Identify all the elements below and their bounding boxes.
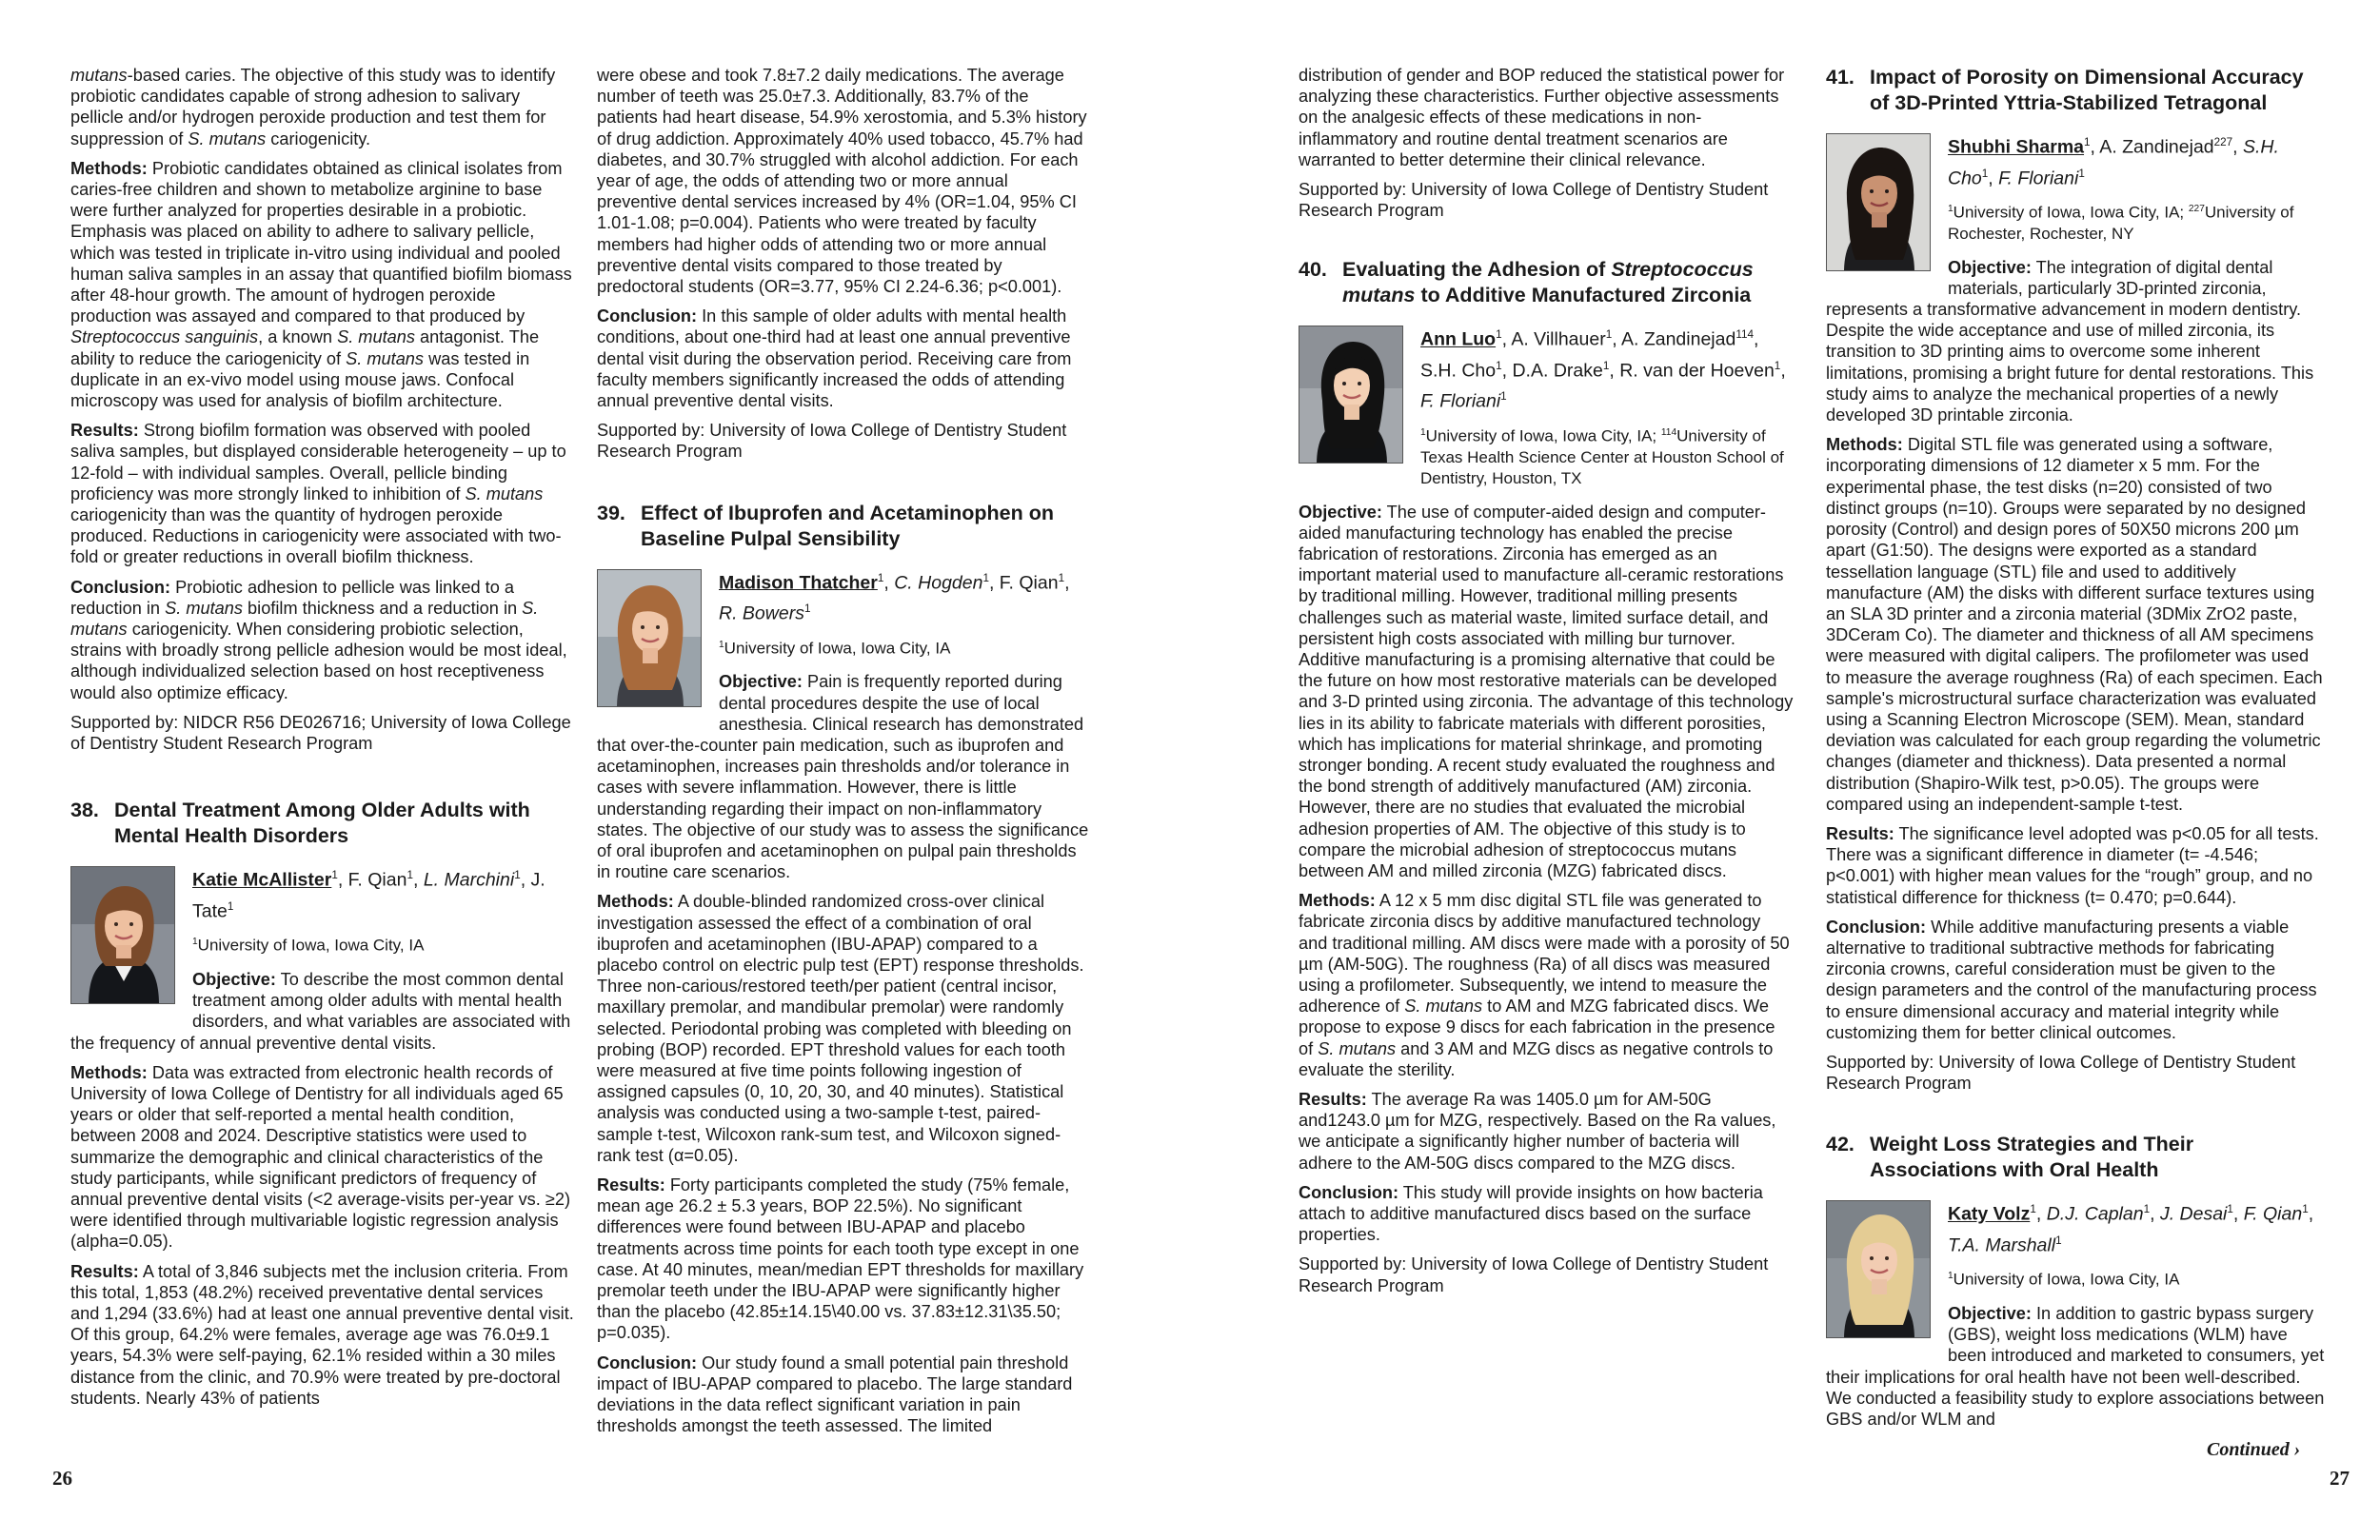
abstract-39-methods: Methods: A double-blinded randomized cross-over clinical investigation assessed the effect of a combination of oral ibuprofen and acetaminophen (IBU-APAP) compared to a placebo control on electric pulp test (EPT) response thresholds. Three non-carious/restored teeth/per patient (central incisor, maxillary premolar, and mandibular premolar) were randomly selected. Periodontal probing was completed with bleeding on probing (BOP) recorded. EPT threshold values for each tooth were measured at five time points following ingestion of assigned capsules (0, 10, 20, 30, and 40 minutes). Statistical analysis was conducted using a two-sample t-test, paired-sample t-test, Wilcoxon rank-sum test, and Wilcoxon signed-rank test (α=0.05). <box>597 892 1084 1165</box>
abstract-42-objective: Objective: In addition to gastric bypass surgery (GBS), weight loss medications (WLM) have been introduced and marketed to consumers, yet their implications for oral health have not been well-described. We conducted a feasibility study to explore associations between GBS and/or WLM and <box>1826 1304 2325 1430</box>
abstract-38-objective: Objective: To describe the most common dental treatment among older adults with mental health disorders, and what variables are associated with the frequency of annual preventive dental visits. <box>70 969 571 1053</box>
abstract-38-methods: Methods: Data was extracted from electronic health records of University of Iowa College of Dentistry for all individuals aged 65 years or older that self-reported a mental health condition, between 2008 and 2024. Descriptive statistics were used to summarize the demographic and clinical characteristics of the study participants, while significant predictors of frequency of annual preventive dental visits (<2 average-visits per-year vs. ≥2) were identified through multivariable logistic regression analysis (alpha=0.05). <box>70 1062 571 1252</box>
abstract-41-conclusion: Conclusion: While additive manufacturing presents a viable alternative to traditional subtractive methods for fabricating zirconia crowns, careful consideration must be given to the design parameters and the control of the manufacturing process to ensure dimensional accuracy and material integrity while customizing them for better clinical outcomes. <box>1826 917 2317 1042</box>
abstract-39-conclusion: Conclusion: Our study found a small potential pain threshold impact of IBU-APAP compared to placebo. The large standard deviations in the data reflect significant variation in pain thresholds amongst the teeth assessed. The limited <box>597 1352 1073 1436</box>
abstract-40-methods: Methods: A 12 x 5 mm disc digital STL file was generated to fabricate zirconia discs by additive manufactured technology and traditional milling. AM discs were made with a porosity of 50 µm (AM-50G). The roughness (Ra) of all discs was measured using a profilometer. Subsequently, we intend to measure the adherence of S. mutans to AM and MZG fabricated discs. We propose to expose 9 discs for each fabrication in the presence of S. mutans and 3 AM and MZG discs as negative controls to evaluate the sterility. <box>1299 891 1790 1079</box>
abstract-41-methods: Methods: Digital STL file was generated using a software, incorporating dimensions of 12 diameter x 5 mm. For the experimental phase, the test disks (n=20) consisted of two distinct groups (n=10). Groups were separated by no designed porosity (Control) and design pores of 50X50 microns 200 µm apart (G1:50). The designs were exported as a standard tessellation language (STL) file and used to additively manufacture (AM) the disks with different surface textures using an SLA 3D printer and a zirconia material (3DMix ZrO2 paste, 3DCeram Co). The diameter and thickness of all AM specimens were measured with digital calipers. The profilometer was used to measure the average roughness (Ra) of each specimen. Each sample's microstructural surface characterization was evaluated using a Scanning Electron Microscope (SEM). Mean, standard deviation was calculated for each group regarding the volumetric changes (diameter and thickness). Data presented a normal distribution (Shapiro-Wilk test, p>0.05). The groups were compared using an independent-sample t-test. <box>1826 435 2323 814</box>
abstract-40-affiliation: $^1$University of Iowa, Iowa City, IA; $^{114}$University of Texas Health Science Center at Houston School of Dentistry, Houston, TX <box>1420 426 1784 487</box>
abstract-37-conclusion: Conclusion: Probiotic adhesion to pellicle was linked to a reduction in S. mutans biofilm thickness and a reduction in S. mutans cariogenicity. When considering probiotic selection, strains with broadly strong pellicle adhesion would be most ideal, although individualized selection based on host receptiveness would also optimize efficacy. <box>70 577 567 702</box>
abstract-39-affiliation: $^1$University of Iowa, Iowa City, IA <box>719 639 951 658</box>
abstract-38-results-continued: were obese and took 7.8±7.2 daily medications. The average number of teeth was 25.0±7.3. Additionally, 83.7% of the patients had heart disease, 54.9% xerostomia, and 5.3% history of drug addiction. Approximately 40% used tobacco, 45.7% had diabetes, and 30.7% struggled with alcohol addiction. For each year of age, the odds of attending two or more annual preventive dental services increased by 4% (OR=1.04, 95% CI 1.01-1.08; p=0.004). Patients who were treated by faculty members had higher odds of attending two or more annual preventive dental visits compared to those treated by predoctoral students (OR=3.77, 95% CI 2.24-6.36; p<0.001). <box>597 66 1087 297</box>
author-photo-madison-thatcher <box>597 569 702 707</box>
page-number-right: 27 <box>2330 1467 2350 1490</box>
column-2 <box>597 65 1092 1445</box>
column-3 <box>1299 65 1794 1296</box>
abstract-40-conclusion: Conclusion: This study will provide insights on how bacteria attach to additive manufactured discs based on the surface properties. <box>1299 1182 1763 1245</box>
abstract-41-support: Supported by: University of Iowa College of Dentistry Student Research Program <box>1826 1052 2296 1094</box>
abstract-41-author-block <box>1826 129 2326 434</box>
author-photo-shubhi-sharma <box>1826 133 1931 271</box>
abstract-41-affiliation: $^1$University of Iowa, Iowa City, IA; $^{227}$University of Rochester, Rochester, NY <box>1948 203 2294 243</box>
abstract-40-objective: Objective: The use of computer-aided design and computer-aided manufacturing technology has enabled the precise fabrication of restorations. Zirconia has emerged as an important material used to manufacture all-ceramic restorations by traditional milling. However, traditional milling presents challenges such as material waste, limited surface detail, and persistent high costs associated with milling bur turnover. Additive manufacturing is a promising alternative that could be the future on how most restorative materials can be developed and 3-D printed using zirconia. The advantage of this technology lies in its ability to fabricate materials with different porosities, which has implications for material shrinkage, and promoting stronger bonding. A recent study evaluated the roughness and the bond strength of additively manufactured (AM) zirconia. However, there are no studies that evaluated the microbial adhesion properties of AM. The objective of this study is to compare the microbial adhesion of streptococcus mutans between AM and milled zirconia (MZG) fabricated discs. <box>1299 502 1794 881</box>
abstract-41-results: Results: The significance level adopted was p<0.05 for all tests. There was a significant difference in diameter (t= -4.546; p<0.001) with higher mean values for the “rough” group, and no statistical difference for thickness (t= 0.470; p=0.644). <box>1826 823 2319 907</box>
column-1 <box>70 65 575 1417</box>
abstract-38-authors: Katie McAllister$^1$, F. Qian$^1$, L. Marchini$^1$, J. Tate$^1$ <box>192 869 545 922</box>
column-4 <box>1826 65 2326 1438</box>
abstract-39-objective: Objective: Pain is frequently reported during dental procedures despite the use of local anesthesia. Clinical research has demonstrated that over-the-counter pain medication, such as ibuprofen and acetaminophen, increases pain thresholds and/or tolerance in cases with severe inflammation. However, there is little understanding regarding their impact on non-inflammatory states. The objective of our study was to assess the significance of oral ibuprofen and acetaminophen on pulpal pain thresholds in routine care scenarios. <box>597 672 1089 882</box>
abstract-42-title: 42. Weight Loss Strategies and Their Associations with Oral Health <box>1826 1133 2194 1182</box>
abstract-42-author-block <box>1826 1196 2326 1438</box>
abstract-40-results: Results: The average Ra was 1405.0 µm for AM-50G and1243.0 µm for MZG, respectively. Based on the Ra values, we anticipate a significantly higher number of bacteria will adhere to the AM-50G discs compared to the MZG discs. <box>1299 1090 1776 1173</box>
abstract-37-support: Supported by: NIDCR R56 DE026716; University of Iowa College of Dentistry Student Research Program <box>70 712 571 754</box>
abstract-42-authors: Katy Volz$^1$, D.J. Caplan$^1$, J. Desai$^1$, F. Qian$^1$, T.A. Marshall$^1$ <box>1948 1203 2314 1256</box>
continued-link[interactable]: Continued › <box>2207 1439 2301 1460</box>
abstract-38-results: Results: A total of 3,846 subjects met the inclusion criteria. From this total, 1,853 (48.2%) received preventative dental services and 1,294 (33.6%) had at least one annual preventive dental visit. Of this group, 64.2% were females, average age was 76.0±9.1 years, 54.3% were self-paying, 62.1% resided within a 30 miles distance from the clinic, and 70.9% were treated by pre-doctoral students. Nearly 43% of patients <box>70 1261 574 1408</box>
abstract-37-results: Results: Strong biofilm formation was observed with pooled saliva samples, but displayed considerable heterogeneity – up to 12-fold – with individual samples. Overall, pellicle binding proficiency was more strongly linked to inhibition of S. mutans cariogenicity than was the quantity of hydrogen peroxide produced. Reductions in cariogenicity were associated with two-fold or greater reductions in overall biofilm thickness. <box>70 421 566 567</box>
abstract-40-title: 40. Evaluating the Adhesion of Streptococcus mutans to Additive Manufactured Zirconia <box>1299 258 1754 307</box>
abstract-40-authors: Ann Luo$^1$, A. Villhauer$^1$, A. Zandinejad$^{114}$, S.H. Cho$^1$, D.A. Drake$^1$, R. van der Hoeven$^1$, F. Floriani$^1$ <box>1420 328 1786 412</box>
abstract-38-title: 38. Dental Treatment Among Older Adults with Mental Health Disorders <box>70 799 530 848</box>
abstract-42-affiliation: $^1$University of Iowa, Iowa City, IA <box>1948 1271 2180 1290</box>
author-photo-ann-luo <box>1299 326 1403 464</box>
abstract-39-authors: Madison Thatcher$^1$, C. Hogden$^1$, F. Qian$^1$, R. Bowers$^1$ <box>719 571 1070 624</box>
abstract-38-author-block <box>70 862 575 1061</box>
abstract-37-intro: mutans-based caries. The objective of this study was to identify probiotic candidates capable of strong adhesion to salivary pellicle and/or hydrogen peroxide production and test them for suppression of S. mutans cariogenicity. <box>70 66 556 148</box>
author-photo-katy-volz <box>1826 1200 1931 1338</box>
abstract-41-objective: Objective: The integration of digital dental materials, particularly 3D-printed zirconia, represents a transformative advancement in modern dentistry. Despite the wide acceptance and use of milled zirconia, its transition to 3D printing aims to overcome some inherent limitations, promising a bright future for dental restorations. This study aims to analyze the mechanical properties of a newly developed 3D printable zirconia. <box>1826 257 2314 425</box>
abstract-41-title: 41. Impact of Porosity on Dimensional Accuracy of 3D-Printed Yttria-Stabilized Tetragonal <box>1826 66 2304 114</box>
abstract-38-support: Supported by: University of Iowa College of Dentistry Student Research Program <box>597 421 1067 462</box>
abstract-37-methods: Methods: Probiotic candidates obtained as clinical isolates from caries-free children and shown to metabolize arginine to base were further analyzed for properties desirable in a probiotic. Emphasis was placed on ability to adhere to salivary pellicle, which was tested in triplicate in-vitro using individual and pooled human saliva samples in an assay that quantified biofilm biomass after 48-hour growth. The amount of hydrogen peroxide production was assayed and compared to that produced by Streptococcus sanguinis, a known S. mutans antagonist. The ability to reduce the cariogenicity of S. mutans was tested in duplicate in an ex-vivo model using mouse jaws. Confocal microscopy was used for analysis of biofilm architecture. <box>70 158 572 411</box>
abstract-38-conclusion: Conclusion: In this sample of older adults with mental health conditions, about one-third had at least one annual preventive dental visit during the observation period. Receiving care from faculty members significantly increased the odds of attending annual preventive dental visits. <box>597 306 1072 411</box>
abstract-39-support: Supported by: University of Iowa College of Dentistry Student Research Program <box>1299 180 1769 221</box>
abstract-40-support: Supported by: University of Iowa College of Dentistry Student Research Program <box>1299 1254 1769 1295</box>
abstract-38-affiliation: $^1$University of Iowa, Iowa City, IA <box>192 936 425 955</box>
abstract-39-author-block <box>597 565 1092 892</box>
abstract-39-results: Results: Forty participants completed the study (75% female, mean age 26.2 ± 5.3 years, BOP 22.5%). No significant differences were found between IBU-APAP and placebo treatments across time points for each tooth type except in one case. At 40 minutes, mean/median EPT thresholds for maxillary premolar teeth under the IBU-APAP were significantly higher than the placebo (42.85±14.15\40.00 vs. 37.83±12.31\35.50; p=0.035). <box>597 1175 1084 1343</box>
abstract-40-author-block <box>1299 322 1794 501</box>
abstract-39-title: 39. Effect of Ibuprofen and Acetaminophen on Baseline Pulpal Sensibility <box>597 501 1054 550</box>
abstract-41-authors: Shubhi Sharma$^1$, A. Zandinejad$^{227}$, S.H. Cho$^1$, F. Floriani$^1$ <box>1948 136 2279 188</box>
author-photo-katie-mcallister <box>70 866 175 1004</box>
abstract-39-conclusion-continued: distribution of gender and BOP reduced the statistical power for analyzing these characteristics. Further objective assessments on the analgesic effects of these medications in non-inflammatory and routine dental treatment scenarios are warranted to better determine their clinical relevance. <box>1299 66 1785 169</box>
page-number-left: 26 <box>52 1467 72 1490</box>
